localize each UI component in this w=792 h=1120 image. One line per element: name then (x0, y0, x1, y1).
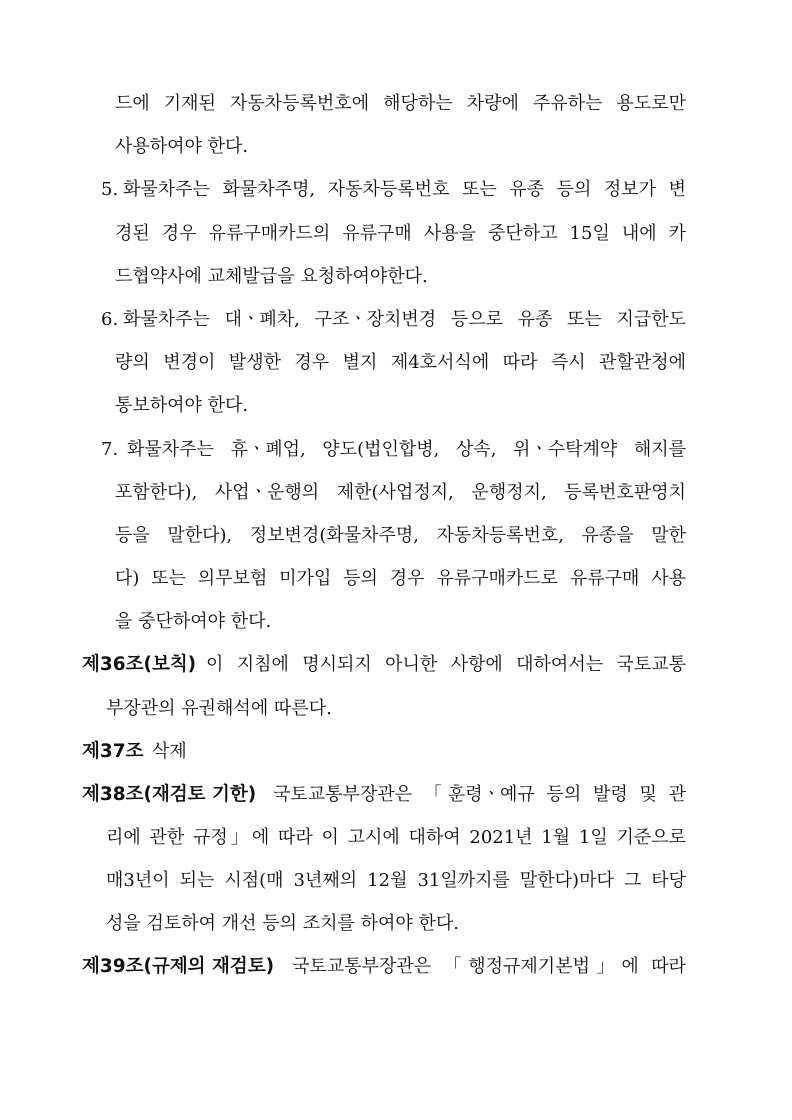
item-line: 포함한다), 사업ㆍ운행의 제한(사업정지, 운행정지, 등록번호판영치 (115, 482, 686, 503)
item-line: 화물차주는 휴ㆍ폐업, 양도(법인합병, 상속, 위ㆍ수탁계약 해지를 (127, 439, 686, 460)
item-line: 화물차주는 화물차주명, 자동차등록번호 또는 유종 등의 정보가 변 (123, 179, 686, 200)
article-text: 삭제 (152, 741, 187, 762)
article-heading: 제37조 (82, 741, 144, 762)
item-line: 경된 경우 유류구매카드의 유류구매 사용을 중단하고 15일 내에 카 (115, 223, 686, 244)
article-text: 리에 관한 규정」에 따라 이 고시에 대하여 2021년 1월 1일 기준으로 (106, 827, 686, 848)
item-line: 드에 기재된 자동차등록번호에 해당하는 차량에 주유하는 용도로만 (115, 93, 686, 114)
article-text: 부장관의 유권해석에 따른다. (106, 698, 332, 719)
item-line: 량의 변경이 발생한 경우 별지 제4호서식에 따라 즉시 관할관청에 (115, 352, 686, 373)
item-line: 통보하여야 한다. (115, 395, 249, 416)
article-text: 성을 검토하여 개선 등의 조치를 하여야 한다. (106, 913, 460, 934)
item-line: 다) 또는 의무보험 미가입 등의 경우 유류구매카드로 유류구매 사용 (115, 568, 686, 589)
article-text: 이 지침에 명시되지 아니한 사항에 대하여서는 국토교통 (206, 654, 686, 675)
item-line: 드협약사에 교체발급을 요청하여야한다. (115, 266, 428, 287)
item-line: 사용하여야 한다. (115, 136, 249, 157)
article-text: 국토교통부장관은 「행정규제기본법」에 따라 (292, 956, 686, 977)
item-line: 등을 말한다), 정보변경(화물차주명, 자동차등록번호, 유종을 말한 (115, 525, 686, 546)
item-line: 을 중단하여야 한다. (115, 611, 272, 632)
article-text: 매3년이 되는 시점(매 3년째의 12월 31일까지를 말한다)마다 그 타당 (106, 870, 686, 891)
item-number: 6. (101, 309, 119, 330)
item-number: 7. (101, 439, 119, 460)
article-text: 국토교통부장관은 「훈령ㆍ예규 등의 발령 및 관 (273, 784, 686, 805)
item-line: 화물차주는 대ㆍ폐차, 구조ㆍ장치변경 등으로 유종 또는 지급한도 (123, 309, 686, 330)
article-heading: 제39조(규제의 재검토) (82, 956, 275, 977)
item-number: 5. (101, 179, 119, 200)
article-heading: 제36조(보칙) (82, 654, 197, 675)
article-heading: 제38조(재검토 기한) (82, 784, 257, 805)
